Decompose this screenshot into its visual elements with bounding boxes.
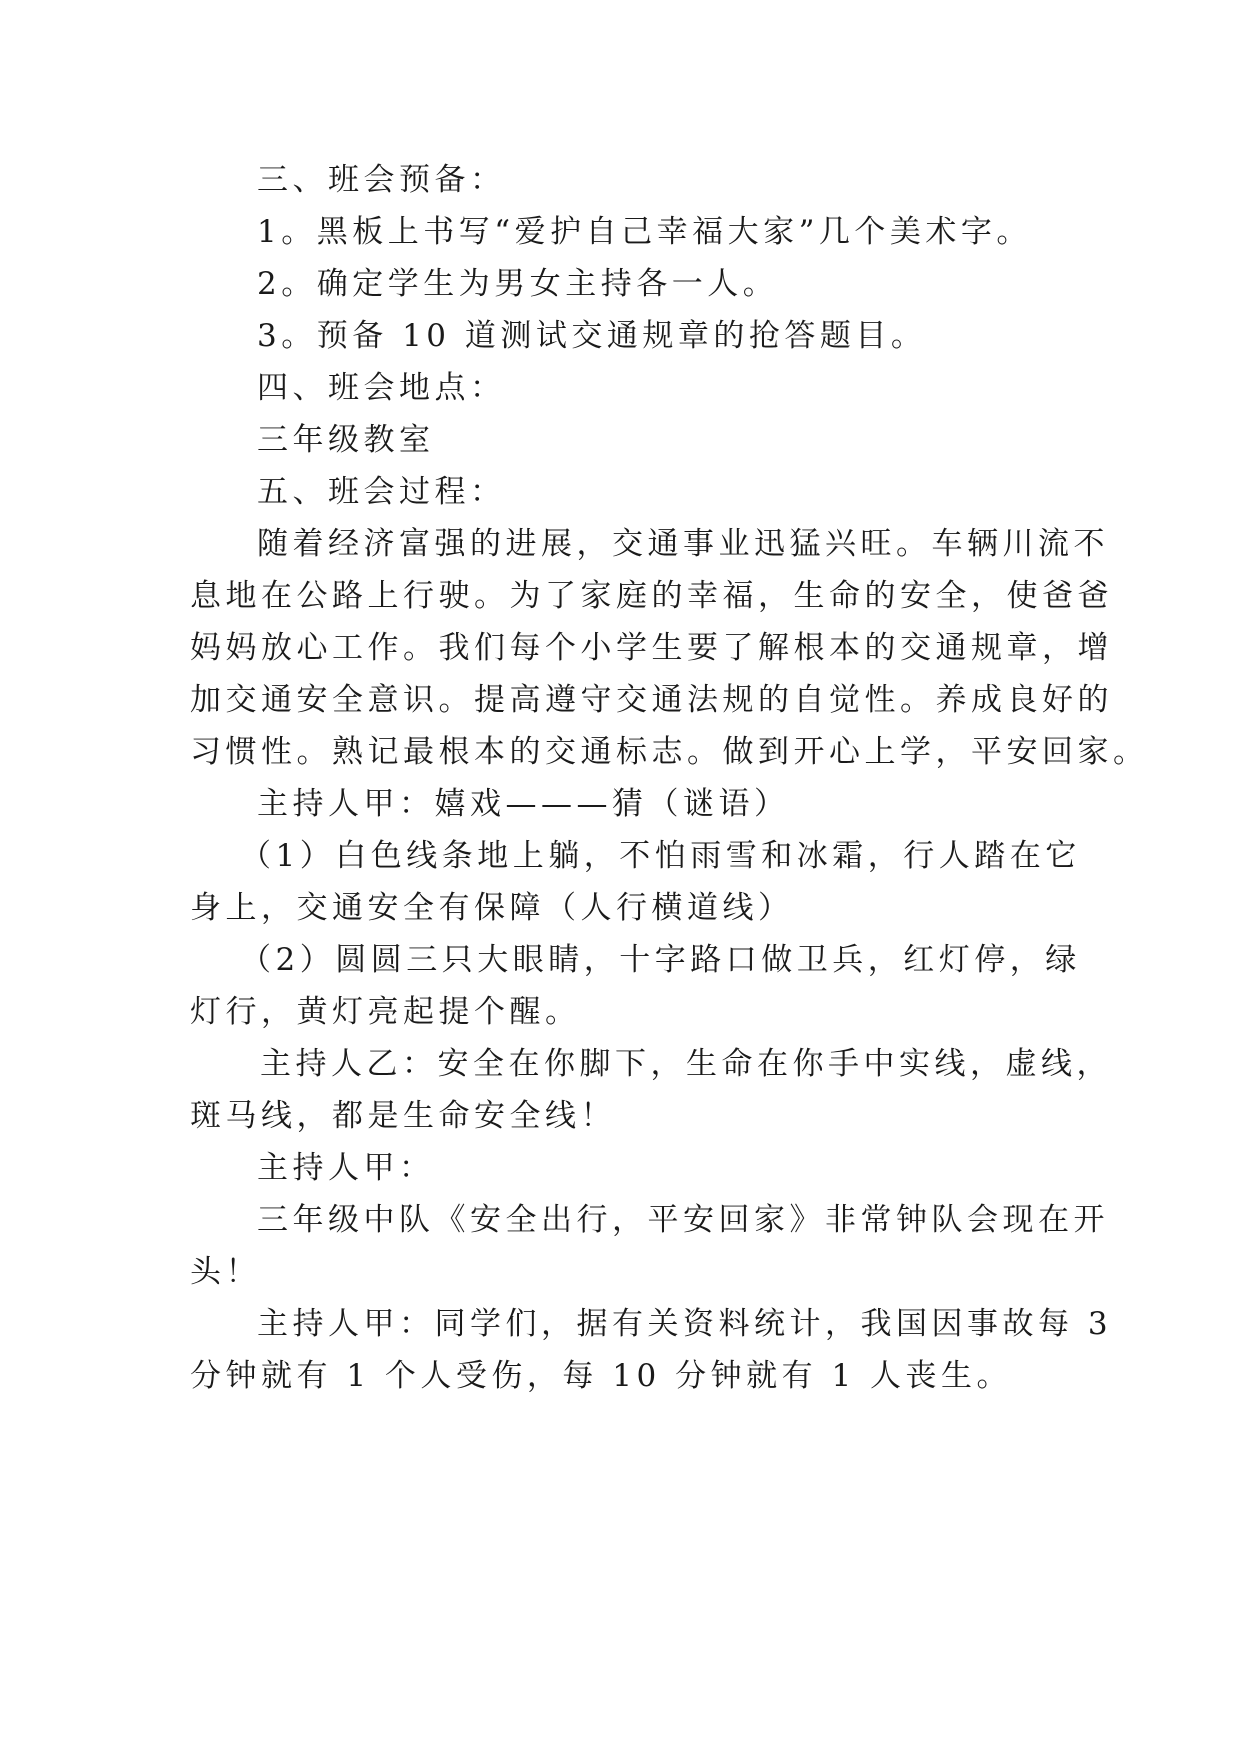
host-a-riddle-intro: 主持人甲：嬉戏———猜（谜语）	[257, 786, 790, 822]
prep-item-2: 2。确定学生为男女主持各一人。	[257, 266, 779, 302]
opening-line: 三年级中队《安全出行，平安回家》非常钟队会现在开	[257, 1202, 1109, 1238]
prep-item-1: 1。黑板上书写“爱护自己幸福大家”几个美术字。	[257, 214, 1032, 250]
paragraph-line: 加交通安全意识。提高遵守交通法规的自觉性。养成良好的	[190, 682, 1113, 718]
prep-item-3: 3。预备 10 道测试交通规章的抢答题目。	[257, 318, 927, 354]
paragraph-line: 息地在公路上行驶。为了家庭的幸福，生命的安全，使爸爸	[190, 578, 1113, 614]
host-a-label: 主持人甲：	[257, 1150, 435, 1186]
paragraph-line: 妈妈放心工作。我们每个小学生要了解根本的交通规章，增	[190, 630, 1113, 666]
riddle-1-line: 身上，交通安全有保障（人行横道线）	[190, 890, 794, 926]
host-b-line: 斑马线，都是生命安全线！	[190, 1098, 616, 1134]
section-heading-location: 四、班会地点：	[257, 370, 506, 406]
opening-line: 头！	[190, 1254, 261, 1290]
host-b-line: 主持人乙：安全在你脚下，生命在你手中实线，虚线，	[260, 1046, 1112, 1082]
riddle-2-line: （2）圆圆三只大眼睛，十字路口做卫兵，红灯停，绿	[240, 942, 1081, 978]
section-heading-preparation: 三、班会预备：	[257, 162, 506, 198]
riddle-1-line: （1）白色线条地上躺，不怕雨雪和冰霜，行人踏在它	[240, 838, 1081, 874]
riddle-2-line: 灯行，黄灯亮起提个醒。	[190, 994, 581, 1030]
paragraph-line: 习惯性。熟记最根本的交通标志。做到开心上学，平安回家。	[190, 734, 1149, 770]
section-heading-process: 五、班会过程：	[257, 474, 506, 510]
paragraph-line: 随着经济富强的进展，交通事业迅猛兴旺。车辆川流不	[257, 526, 1109, 562]
host-a-statistics-line: 分钟就有 1 个人受伤，每 10 分钟就有 1 人丧生。	[190, 1358, 1013, 1394]
location-text: 三年级教室	[257, 422, 435, 458]
host-a-statistics-line: 主持人甲：同学们，据有关资料统计，我国因事故每 3	[257, 1306, 1113, 1342]
